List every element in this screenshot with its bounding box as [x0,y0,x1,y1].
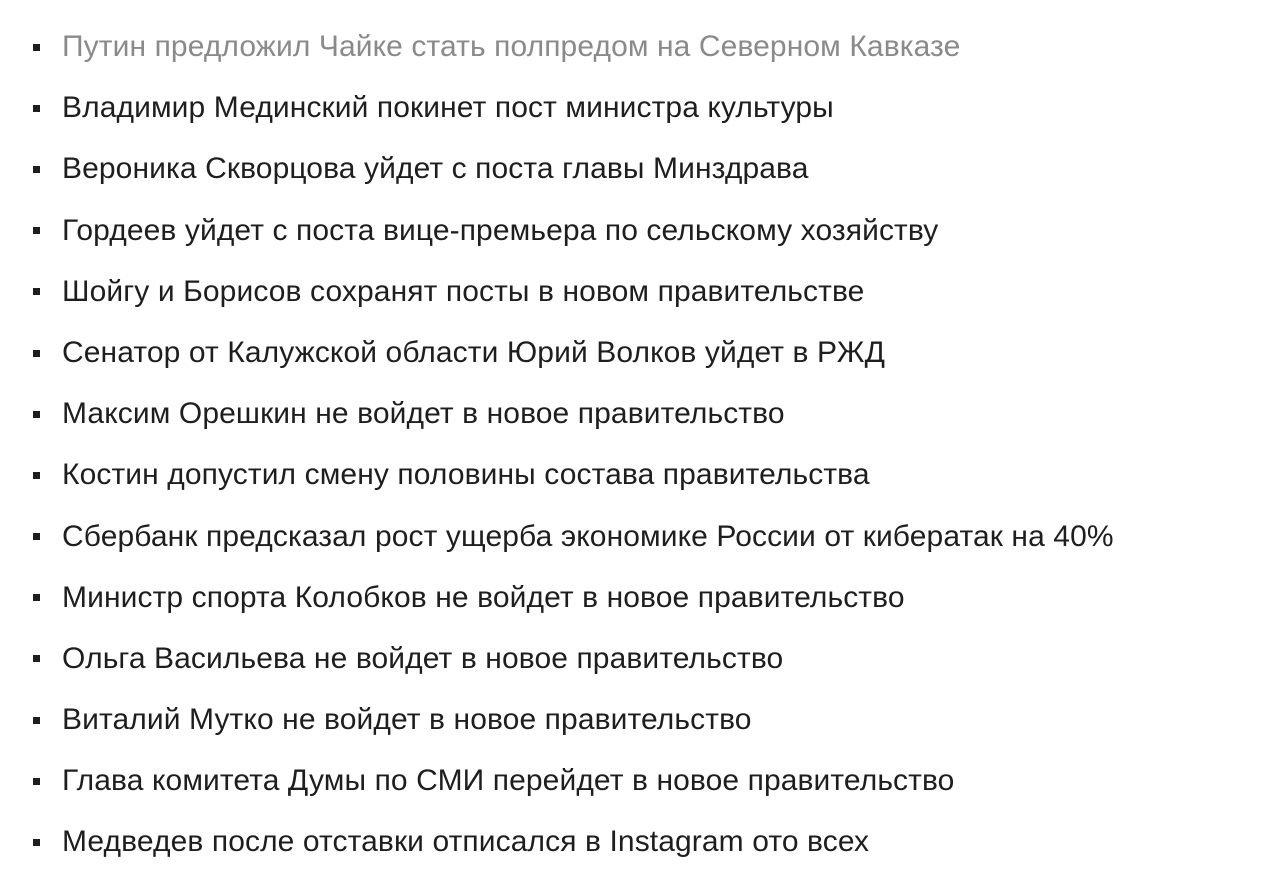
bullet-icon [33,533,40,540]
news-link[interactable]: Сенатор от Калужской области Юрий Волков уйдет в РЖД [62,335,885,369]
news-item [0,261,1280,322]
bullet-icon [33,350,40,357]
news-link[interactable]: Сбербанк предсказал рост ущерба экономике России от кибератак на 40% [62,519,1114,553]
news-item [0,322,1280,383]
news-link[interactable]: Ольга Васильева не войдет в новое правительство [62,641,784,675]
bullet-icon [33,717,40,724]
news-item [0,567,1280,628]
news-item [0,200,1280,261]
bullet-icon [33,778,40,785]
news-item [0,811,1280,872]
news-item [0,750,1280,811]
news-link[interactable]: Костин допустил смену половины состава правительства [62,458,870,492]
news-item [0,628,1280,689]
bullet-icon [33,166,40,173]
bullet-icon [33,105,40,112]
news-link[interactable]: Путин предложил Чайке стать полпредом на Северном Кавказе [62,30,961,63]
news-link[interactable]: Глава комитета Думы по СМИ перейдет в новое правительство [62,764,955,798]
news-item [0,77,1280,138]
news-link[interactable]: Максим Орешкин не войдет в новое правительство [62,397,785,431]
news-link[interactable]: Гордеев уйдет с поста вице-премьера по сельскому хозяйству [62,213,939,247]
bullet-icon [33,411,40,418]
news-item [0,506,1280,567]
news-item [0,383,1280,444]
news-link[interactable]: Медведев после отставки отписался в Instagram ото всех [62,825,870,859]
news-link[interactable]: Владимир Мединский покинет пост министра культуры [62,91,834,125]
bullet-icon [33,44,40,51]
bullet-icon [33,655,40,662]
news-link[interactable]: Министр спорта Колобков не войдет в новое правительство [62,580,905,614]
news-item [0,689,1280,750]
bullet-icon [33,227,40,234]
news-list [0,16,1280,873]
bullet-icon [33,839,40,846]
news-item [0,138,1280,199]
bullet-icon [33,472,40,479]
news-link[interactable]: Вероника Скворцова уйдет с поста главы Минздрава [62,152,809,186]
bullet-icon [33,594,40,601]
news-link[interactable]: Виталий Мутко не войдет в новое правительство [62,703,752,737]
news-item [0,16,1280,77]
bullet-icon [33,288,40,295]
news-item [0,444,1280,505]
news-link[interactable]: Шойгу и Борисов сохранят посты в новом правительстве [62,274,865,308]
